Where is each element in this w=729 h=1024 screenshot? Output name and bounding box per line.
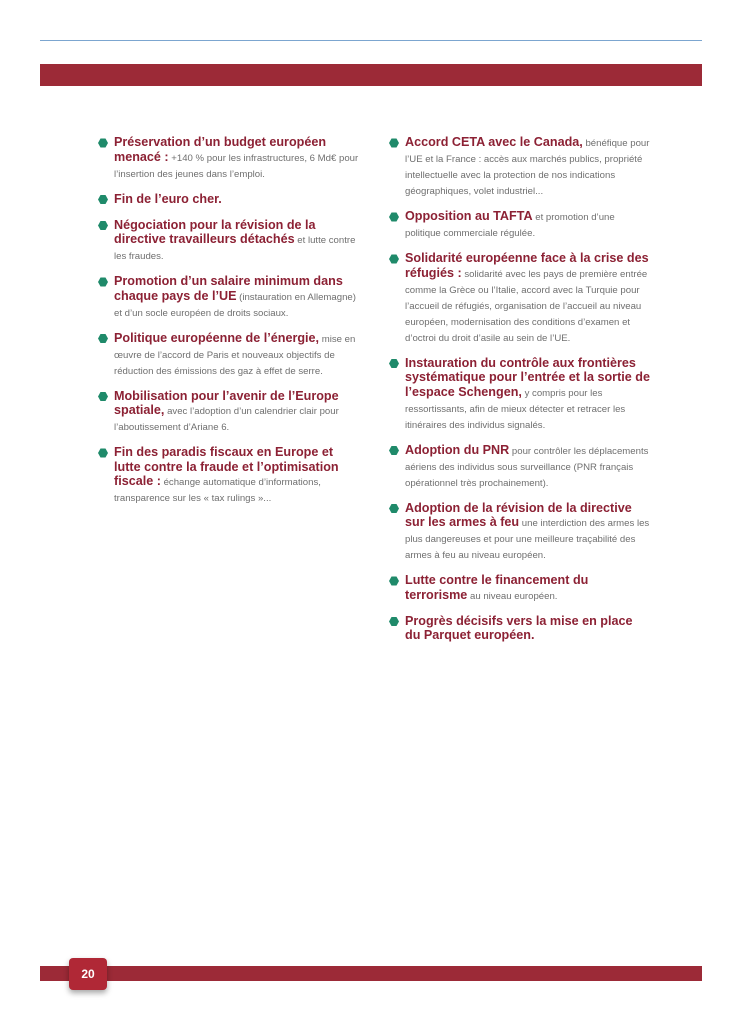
item-text: y compris pour les ressortissants, afin de mieux détecter et retracer les itinéraires des individus signalés.	[405, 387, 626, 431]
item-text: solidarité avec les pays de première entrée comme la Grèce ou l’Italie, accord avec la Turquie pour l’accueil de réfugiés, organisation de l’accueil au niveau européen, modernisation des conditions d’examen et d’octroi du droit d’asile au sein de l’UE.	[405, 268, 648, 344]
list-item	[389, 356, 651, 433]
item-text: mise en œuvre de l’accord de Paris et nouveaux objectifs de réduction des émissions des gaz à effet de serre.	[114, 333, 356, 377]
item-text: avec l’adoption d’un calendrier clair pour l’aboutissement d’Ariane 6.	[114, 406, 339, 433]
item-text: et promotion d’une politique commerciale régulée.	[405, 212, 615, 239]
item-heading: Opposition au TAFTA	[405, 209, 533, 223]
item-heading: Négociation pour la révision de la directive travailleurs détachés	[114, 217, 316, 246]
list-item	[389, 251, 651, 346]
item-heading: Fin de l’euro cher.	[114, 191, 222, 206]
item-heading: Promotion d’un salaire minimum dans chaque pays de l’UE	[114, 274, 343, 303]
list-item	[389, 209, 651, 241]
list-item	[389, 614, 651, 645]
hexagon-bullet-icon	[98, 221, 108, 231]
hexagon-bullet-icon	[389, 138, 399, 148]
list-item	[98, 389, 360, 436]
hexagon-bullet-icon	[389, 617, 399, 627]
item-heading: Progrès décisifs vers la mise en place du Parquet européen.	[405, 613, 633, 642]
list-item	[98, 331, 360, 379]
hexagon-bullet-icon	[98, 334, 108, 344]
item-heading: Préservation d’un budget européen menacé :	[114, 135, 327, 164]
item-text: au niveau européen.	[467, 590, 558, 602]
hexagon-bullet-icon	[98, 195, 108, 205]
item-heading: Lutte contre le financement du terrorisme	[405, 573, 589, 602]
list-item	[98, 274, 360, 321]
item-heading: Politique européenne de l’énergie,	[114, 330, 320, 345]
item-heading: Fin des paradis fiscaux en Europe et lutte contre la fraude et l’optimisation fiscale :	[114, 445, 339, 488]
list-item	[98, 445, 360, 506]
list-item	[389, 501, 651, 564]
item-heading: Adoption de la révision de la directive sur les armes à feu	[405, 500, 632, 529]
page-number-badge: 20	[69, 958, 107, 990]
top-rule	[40, 40, 702, 41]
hexagon-bullet-icon	[389, 359, 399, 369]
hexagon-bullet-icon	[389, 504, 399, 514]
header-band	[40, 64, 702, 86]
hexagon-bullet-icon	[389, 212, 399, 222]
left-column	[98, 135, 360, 516]
item-text: +140 % pour les infrastructures, 6 Md€ pour l’insertion des jeunes dans l’emploi.	[114, 152, 359, 180]
list-item	[389, 573, 651, 604]
item-text: et lutte contre les fraudes.	[114, 235, 356, 262]
hexagon-bullet-icon	[98, 392, 108, 402]
hexagon-bullet-icon	[98, 138, 108, 148]
item-text: une interdiction des armes les plus dangereuses et pour une meilleure traçabilité des armes à feu au niveau européen.	[405, 518, 650, 561]
item-text: bénéfique pour l’UE et la France : accès aux marchés publics, propriété intellectuelle avec la protection de nos indications géographiques, volet industriel...	[405, 138, 650, 197]
right-column	[389, 135, 651, 654]
item-heading: Adoption du PNR	[405, 442, 510, 457]
hexagon-bullet-icon	[389, 254, 399, 264]
footer-band	[40, 966, 702, 981]
list-item	[389, 135, 651, 199]
list-item	[389, 443, 651, 491]
hexagon-bullet-icon	[389, 576, 399, 586]
hexagon-bullet-icon	[98, 277, 108, 287]
item-text: échange automatique d’informations, transparence sur les « tax rulings »...	[114, 477, 321, 504]
hexagon-bullet-icon	[389, 446, 399, 456]
item-heading: Mobilisation pour l’avenir de l’Europe spatiale,	[114, 388, 339, 417]
item-heading: Accord CETA avec le Canada,	[405, 135, 583, 149]
list-item	[98, 192, 360, 208]
list-item	[98, 218, 360, 265]
item-text: (instauration en Allemagne) et d’un socle européen de droits sociaux.	[114, 291, 356, 319]
item-heading: Solidarité européenne face à la crise des réfugiés :	[405, 251, 649, 280]
list-item	[98, 135, 360, 182]
hexagon-bullet-icon	[98, 448, 108, 458]
item-text: pour contrôler les déplacements aériens des individus sous surveillance (PNR français opérationnel très prochainement).	[405, 445, 649, 489]
item-heading: Instauration du contrôle aux frontières systématique pour l’entrée et la sortie de l’espace Schengen,	[405, 355, 650, 399]
